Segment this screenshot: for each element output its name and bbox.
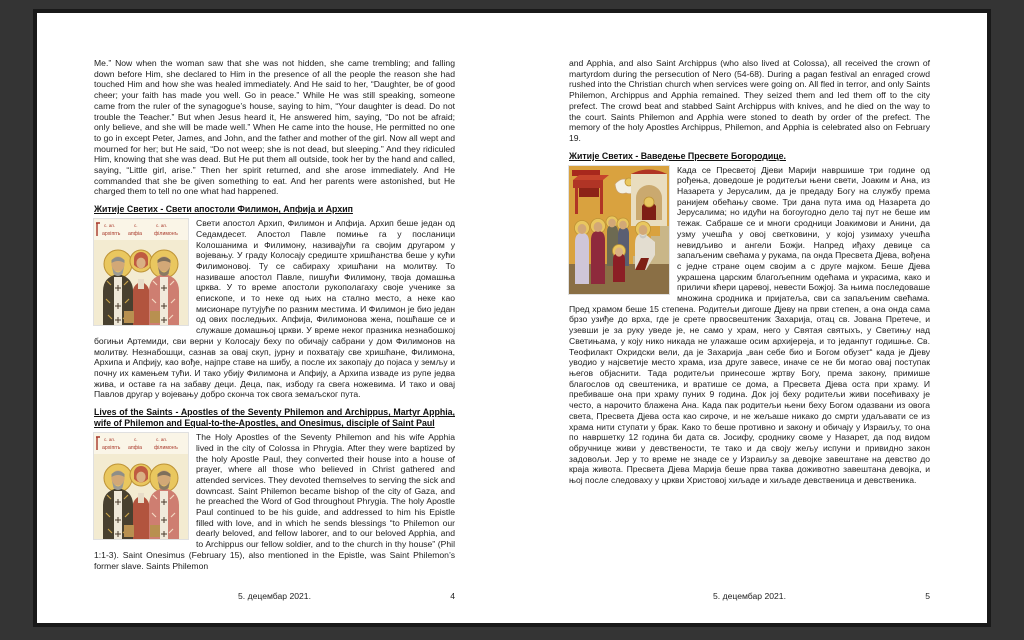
three-saints-icon xyxy=(94,433,188,539)
page5-intro-paragraph: and Apphia, and also Saint Archippus (who also lived at Colossa), all received the crown of martyrdom during the persecution of Nero (54-68). During a pagan festival an enraged crowd rushed into the Christian church when services were going on. All fled in terror, and only Saints Philemon, Archippus and Apphia remained. They seized them and led them off to the city prefect. The crowd beat and stabbed Saint Archippus with knives, and he died on the way to the court. Saints Philemon and Apphia were stoned to death by order of the prefect. The memory of the holy Apostles Archippus, Philemon, and Apphia is celebrated also on February 19. xyxy=(569,58,930,143)
three-saints-icon xyxy=(94,219,188,325)
page-left xyxy=(37,13,512,623)
page-number: 5 xyxy=(925,591,930,601)
page4-footer xyxy=(94,591,455,601)
footer-date: 5. децембар 2021. xyxy=(238,591,311,601)
page-number: 4 xyxy=(450,591,455,601)
page4-serbian-section xyxy=(94,218,455,400)
page4-english-body: The Holy Apostles of the Seventy Philemon and his wife Apphia lived in the city of Colossa in Phrygia. After they were baptized by the holy Apostle Paul, they converted their house into a house of prayer, where all those who believed in Christ gathered and attended services. They devoted themselves to serving the sick and downcast. Saint Philemon became bishop of the city of Gaza, and he preached the Word of God throughout Phrygia. The holy Apostle Paul continued to be his guide, and addressed to him his Epistle filled with love, and in which he sends blessings “to Philemon our dearly beloved, and fellow laborer, and to our beloved Apphia, and to Archippus our fellow soldier, and to the church in thy house” (Phil 1:1-3). Saint Onesimus (February 15), also mentioned in the Epistle, was Saint Philemon’s former slave. Saints Philemon xyxy=(94,432,455,571)
page4-intro-paragraph: Me.” Now when the woman saw that she was not hidden, she came trembling; and falling down before Him, she declared to Him in the presence of all the people the reason she had touched Him and how she was healed immediately. And He said to her, “Daughter, be of good cheer; your faith has made you well. Go in peace.” While He was still speaking, someone came from the ruler of the synagogue’s house, saying to him, “Your daughter is dead. Do not trouble the Teacher.” But when Jesus heard it, He answered him, saying, “Do not be afraid; only believe, and she will be made well.” When He came into the house, He permitted no one to go in except Peter, James, and John, and the father and mother of the girl. Now all wept and mourned for her; but He said, “Do not weep; she is not dead, but sleeping.” And they ridiculed Him, knowing that she was dead. But He put them all outside, took her by the hand and called, saying, “Little girl, arise.” Then her spirit returned, and she arose immediately. And He commanded that she be given something to eat. And her parents were astonished, but He charged them to tell no one what had happened. xyxy=(94,58,455,197)
footer-date: 5. децембар 2021. xyxy=(713,591,786,601)
page5-serbian-section xyxy=(569,165,930,486)
page5-serbian-body: Када се Пресветој Дјеви Марији навршише три године од рођења, доведоше је родитељи њени свети, Јоаким и Ана, из Назарета у Јерусалим, да је предаду Богу на службу према ранијем обећању своме. Три дана пута има од Назарета до Јерусалима; но идући на богоугодно дело тај пут не беше им тежак. Сабраше се и многи сродници Јоакимови и Анини, да узму учешћа у овој светковини, у којој узимаху учешћа невидљиво и ангели Божји. Напред иђаху девице са запаљеним свећама у рукама, па онда Пресвета Дјева, вођена с једне стране оцем својим а с друге мајком. Беше Дјева украшена царским благољепним одећама и украсима, како и приличи кћери царевој, невести Божјој. За њима последоваше множина сродника и пријатеља, сви са запаљеним свећама. Пред храмом беше 15 степена. Родитељи дигоше Дјеву на први степен, а она онда сама брзо узиђе до врха, где је срете првосвештеник Захарија, отац св. Јована Претече, и узевши је за руку уведе је, не само у храм, него у Святая святыхъ, у Светињу над Светињама, у коју нико никада не улажаше осим архијереја, и то једанпут годишње. Св. Теофилакт Охридски вели, да је Захарија „ван себе био и Богом обузет“ када је Дјеву уводио у најсветије место храма, иза друге завесе, иначе се не би могао овај поступак његов објаснити. Тада родитељи принесоше жртву Богу, према закону, примише благослов од свештеника, и вратише се дома, а Пресвета Дјева оста при храму. И пребиваше она при храму пуних 9 година. Док јој беху родитељи живи посећиваху је често, а нарочито блажена Ана. Када пак родитељи њени беху Богом одазвани из овога света, Пресвета Дјева оста као сироче, и не жељаше никако до смрти удаљавати се из храма нити ступати у брак. Како то беше противно и закону и обичају у Израиљу, то она по навршетку 12 година би дата св. Јосифу, сроднику своме у Назарет, да под видом обручнице живи у девствености, те тако и да своју жељу испуни и привидно закон задовољи. Јер у то време не знаде се у Израиљу за девојке завештане на девство до краја живота. Пресвета Дјева Марија беше прва таква доживотно завештана девојка, и њој после следоваху у цркви Христовој хиљаде и хиљаде девственица и девственика. xyxy=(569,164,930,486)
page5-serbian-heading: Житије Светих - Ваведење Пресвете Богородице. xyxy=(569,150,786,161)
entry-of-theotokos-icon xyxy=(569,166,669,294)
page-right xyxy=(512,13,987,623)
page4-english-heading: Lives of the Saints - Apostles of the Seventy Philemon and Archippus, Martyr Apphia, wife of Philemon and Equal-to-the-Apostles, and Onesimus, disciple of Saint Paul xyxy=(94,407,455,429)
page-spread xyxy=(37,13,987,623)
page4-serbian-heading: Житије Светих - Свети апостоли Филимон, Апфија и Архип xyxy=(94,204,353,215)
page4-serbian-body: Свети апостол Архип, Филимон и Апфија. Архип беше један од Седамдесет. Апостол Павле помиње га у посланици Колошанима и Филимону, називајући га својим другаром у војевању. У граду Колосају средиште хришћанства беше у кући Филимоновој. Ту се сабираху хришћани на молитву. То називаше апостол Павле, пишући Филимону, твоја домашња црква. У то време апостоли рукополагаху своје ученике за епископе, и то неке од њих на стално место, а неке као мисионаре путујуће по разним местима. И Филимон је био један од ових последњих. Апфија, Филимонова жена, пошћаше се и служаше домашњој цркви. У време неког празника незнабошкој богињи Артемиди, сви верни у Колосају беху по обичају сабрани у дом Филимонов на молитву. Незнабошци, сазнав за овај скуп, јурну и похватају све хришћане, Филимона, Архипа и Апфију, као вође, најпре ставе на шибу, а после их закопају до појаса у земљу и почну их камењем тући. И тако убију Филимона и Апфију, а Архипа изваде из рупе једва жива, и оставе га на забаву деци. Деца, пак, избоду га свега ножевима. И тако и овај Павлов другар у војевању добро сконча ток свога земаљског пута. xyxy=(94,218,455,400)
page5-footer xyxy=(569,591,930,601)
page4-english-section xyxy=(94,432,455,571)
